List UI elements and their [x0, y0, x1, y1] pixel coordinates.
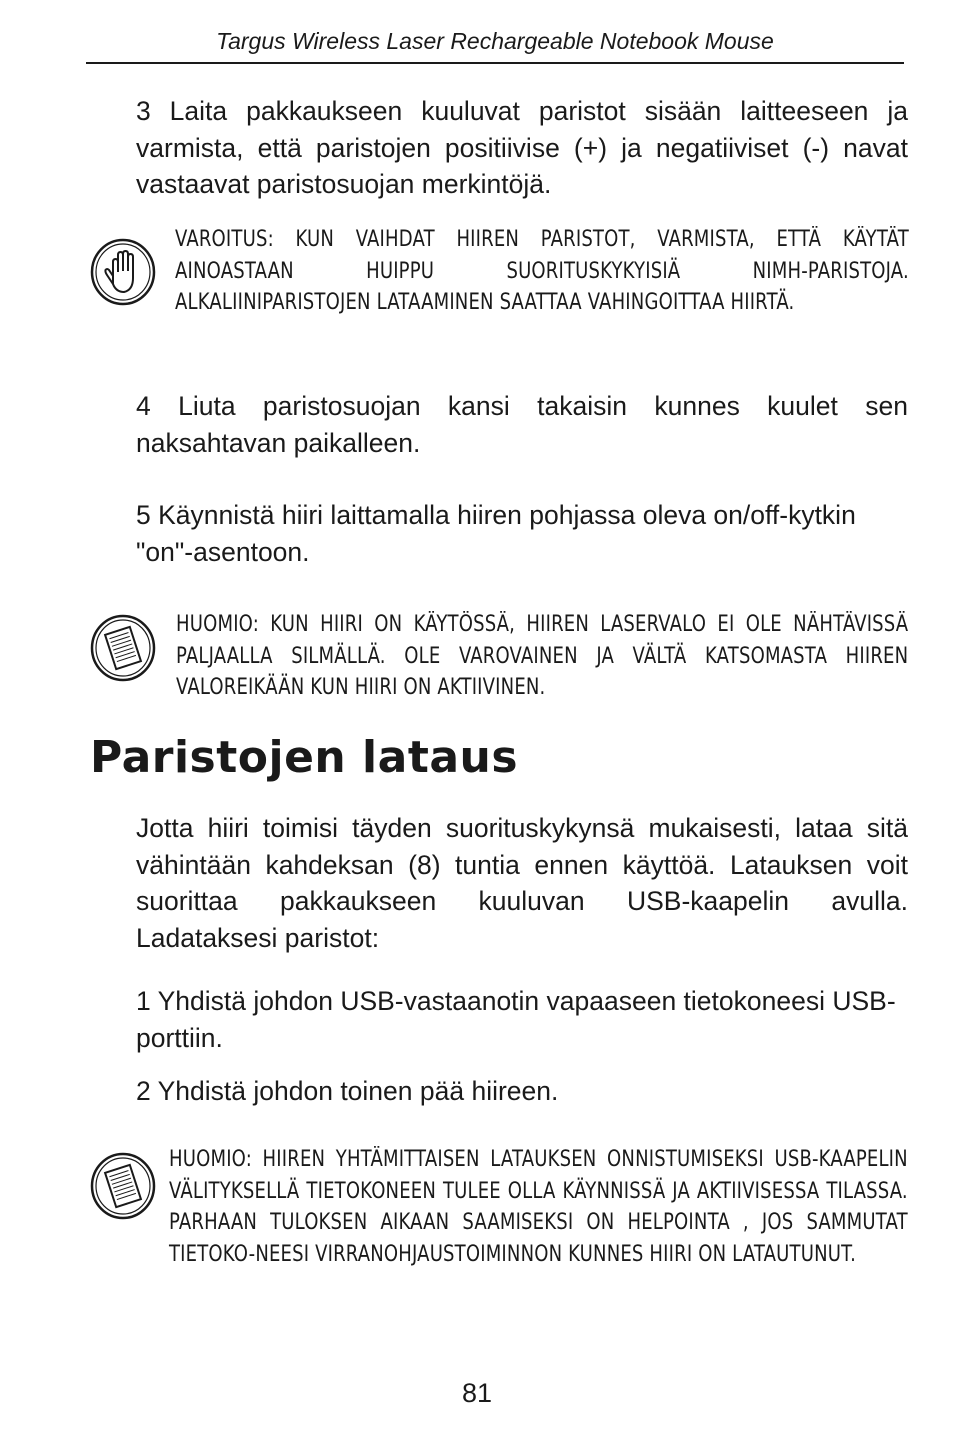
section-intro: Jotta hiiri toimisi täyden suorituskykynsä mukaisesti, lataa sitä vähintään kahdeksan (8) tuntia ennen käyttöä. Latauksen voit suorittaa pakkaukseen kuuluvan USB-kaapelin avulla. Ladataksesi paristot:: [136, 813, 908, 953]
charge-step-1: 1 Yhdistä johdon USB-vastaanotin vapaaseen tietokoneesi USB-porttiin.: [136, 986, 896, 1053]
section-heading: Paristojen lataus: [90, 732, 519, 783]
notepad-icon: [89, 614, 157, 682]
step-5: 5 Käynnistä hiiri laittamalla hiiren pohjassa oleva on/off-kytkin "on"-asentoon.: [136, 500, 856, 567]
notepad-icon: [89, 1152, 157, 1220]
charging-note: HUOMIO: HIIREN YHTÄMITTAISEN LATAUKSEN ONNISTUMISEKSI USB-KAAPELIN VÄLITYKSELLÄ TIETOKONEEN TULEE OLLA KÄYNNISSÄ JA AKTIIVISESSA TILASSA. PARHAAN TULOKSEN AIKAAN SAAMISEKSI ON HELPOINTA , JOS SAMMUTAT TIETOKO-NEESI VIRRANOHJAUSTOIMINNON KUNNES HIIRI ON LATAUTUNUT.: [169, 1147, 908, 1267]
hand-stop-icon: [89, 238, 157, 306]
charge-step-2: 2 Yhdistä johdon toinen pää hiireen.: [136, 1076, 559, 1106]
step-4: 4 Liuta paristosuojan kansi takaisin kunnes kuulet sen naksahtavan paikalleen.: [136, 391, 908, 458]
header-rule: [86, 62, 904, 64]
laser-note: HUOMIO: KUN HIIRI ON KÄYTÖSSÄ, HIIREN LASERVALO EI OLE NÄHTÄVISSÄ PALJAALLA SILMÄLLÄ. OLE VAROVAINEN JA VÄLTÄ KATSOMASTA HIIREN VALOREIKÄÄN KUN HIIRI ON AKTIIVINEN.: [176, 612, 909, 700]
running-header: Targus Wireless Laser Rechargeable Notebook Mouse: [216, 28, 774, 54]
page-number: 81: [461, 1378, 493, 1408]
warning-note: VAROITUS: KUN VAIHDAT HIIREN PARISTOT, VARMISTA, ETTÄ KÄYTÄT AINOASTAAN HUIPPU SUORITUSKYKYISIÄ NIMH-PARISTOJA. ALKALIINIPARISTOJEN LATAAMINEN SAATTAA VAHINGOITTAA HIIRTÄ.: [175, 227, 909, 315]
step-3: 3 Laita pakkaukseen kuuluvat paristot sisään laitteeseen ja varmista, että paristojen positiivise (+) ja negatiiviset (-) navat vastaavat paristosuojan merkintöjä.: [136, 96, 908, 199]
